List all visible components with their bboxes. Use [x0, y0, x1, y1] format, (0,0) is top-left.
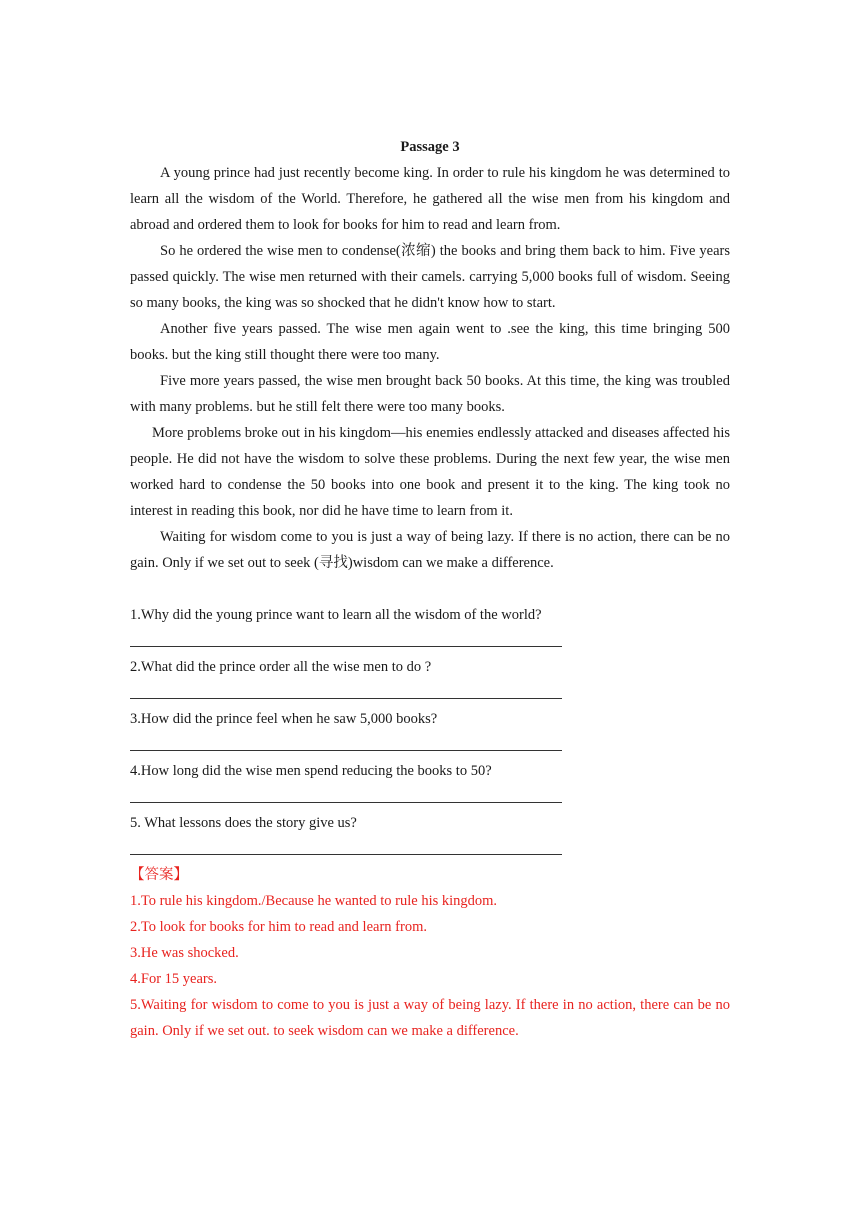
answers-heading: 【答案】 — [130, 867, 188, 883]
answer-blank-line[interactable] — [130, 836, 562, 862]
document-content — [130, 134, 730, 1044]
answer-blank-line[interactable] — [130, 628, 562, 654]
spacer — [130, 576, 730, 602]
passage-paragraph: Five more years passed, the wise men brought back 50 books. At this time, the king was troubled with many problems. but he still felt there were too many books. — [130, 373, 730, 415]
question: 3.How did the prince feel when he saw 5,000 books? — [130, 711, 438, 727]
question: 2.What did the prince order all the wise men to do ? — [130, 659, 432, 675]
passage-paragraph: So he ordered the wise men to condense(浓缩) the books and bring them back to him. Five years passed quickly. The wise men returned with their camels. carrying 5,000 books full of wisdom. Seeing so many books, the king was so shocked that he didn't know how to start. — [130, 243, 730, 311]
answer-item: 4.For 15 years. — [130, 971, 217, 987]
answer-blank-line[interactable] — [130, 680, 562, 706]
passage-paragraph: A young prince had just recently become king. In order to rule his kingdom he was determined to learn all the wisdom of the World. Therefore, he gathered all the wise men from his kingdom and abroad and ordered them to look for books for him to read and learn from. — [130, 165, 730, 233]
answer-blank-line[interactable] — [130, 784, 562, 810]
question: 4.How long did the wise men spend reducing the books to 50? — [130, 763, 492, 779]
question: 1.Why did the young prince want to learn all the wisdom of the world? — [130, 607, 542, 623]
answer-item: 2.To look for books for him to read and learn from. — [130, 919, 427, 935]
passage-title: Passage 3 — [400, 139, 460, 155]
question: 5. What lessons does the story give us? — [130, 815, 357, 831]
answer-item: 1.To rule his kingdom./Because he wanted to rule his kingdom. — [130, 893, 498, 909]
passage-paragraph: More problems broke out in his kingdom—his enemies endlessly attacked and diseases affected his people. He did not have the wisdom to solve these problems. During the next few year, the wise men worked hard to condense the 50 books into one book and present it to the king. The king took no interest in reading this book, nor did he have time to learn from it. — [130, 425, 730, 519]
answer-item: 5.Waiting for wisdom to come to you is just a way of being lazy. If there in no action, there can be no gain. Only if we set out. to seek wisdom can we make a difference. — [130, 997, 730, 1039]
passage-paragraph: Another five years passed. The wise men again went to .see the king, this time bringing 500 books. but the king still thought there were too many. — [130, 321, 730, 363]
passage-paragraph: Waiting for wisdom come to you is just a way of being lazy. If there is no action, there can be no gain. Only if we set out to seek (寻找)wisdom can we make a difference. — [130, 529, 730, 571]
answer-blank-line[interactable] — [130, 732, 562, 758]
answer-item: 3.He was shocked. — [130, 945, 239, 961]
